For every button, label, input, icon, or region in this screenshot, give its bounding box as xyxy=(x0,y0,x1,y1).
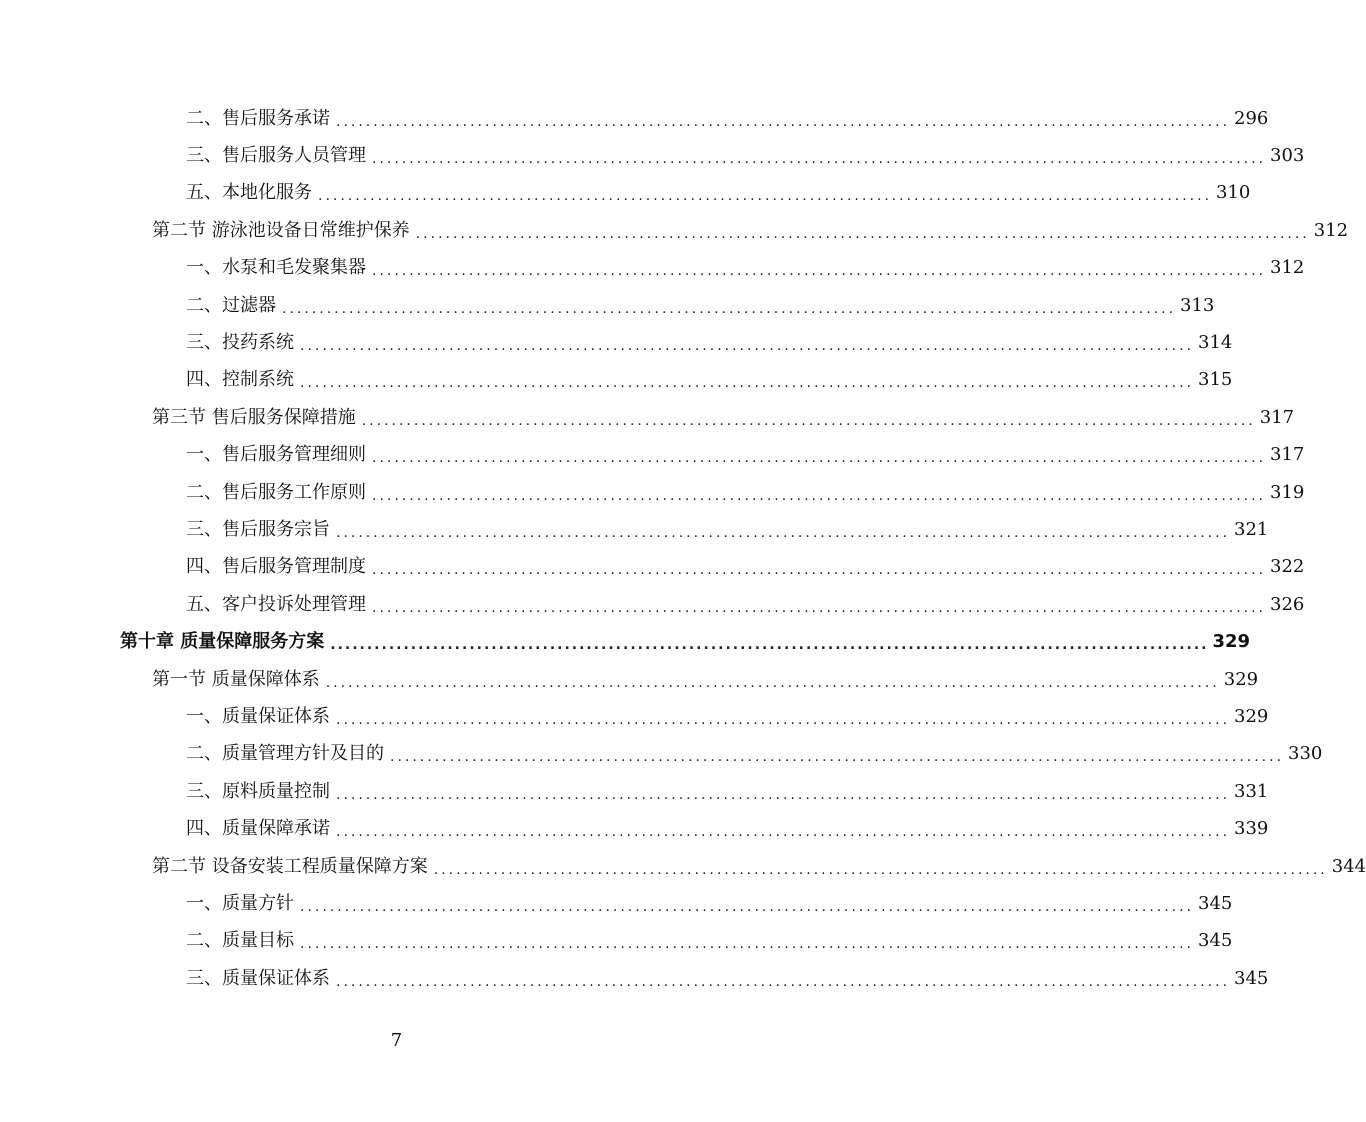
toc-leader-dots: ........................................................................................................................ xyxy=(372,450,1267,467)
toc-leader-dots: ........................................................................................................................ xyxy=(318,188,1213,205)
toc-entry-page: 313 xyxy=(1180,294,1215,316)
toc-entry-page: 345 xyxy=(1198,930,1233,952)
toc-leader-dots: ........................................................................................................................ xyxy=(336,711,1231,728)
toc-entry-section[interactable] xyxy=(152,848,1366,885)
toc-entry-item[interactable] xyxy=(186,549,1305,586)
toc-entry-title: 第一节 质量保障体系 xyxy=(152,668,320,690)
toc-entry-page: 312 xyxy=(1313,219,1349,241)
toc-entry-item[interactable] xyxy=(186,137,1305,174)
toc-entry-title: 二、售后服务承诺 xyxy=(186,107,330,129)
toc-entry-item[interactable] xyxy=(186,474,1305,511)
toc-leader-dots: ........................................................................................................................ xyxy=(372,263,1267,280)
toc-leader-dots: ........................................................................................................................ xyxy=(372,150,1267,167)
toc-leader-dots: ........................................................................................................................ xyxy=(433,861,1328,878)
toc-leader-dots: ........................................................................................................................ xyxy=(336,113,1231,130)
toc-leader-dots: ........................................................................................................................ xyxy=(300,936,1195,953)
toc-leader-dots: ........................................................................................................................ xyxy=(282,300,1177,317)
toc-entry-title: 四、控制系统 xyxy=(186,369,294,391)
toc-entry-page: 330 xyxy=(1288,743,1323,765)
page-number: 7 xyxy=(390,1030,403,1051)
toc-entry-page: 310 xyxy=(1216,182,1251,204)
toc-entry-title: 三、售后服务宗旨 xyxy=(186,518,330,540)
toc-entry-item[interactable] xyxy=(186,773,1269,810)
toc-entry-page: 321 xyxy=(1234,518,1269,540)
toc-entry-item[interactable] xyxy=(186,324,1233,361)
toc-entry-item[interactable] xyxy=(186,811,1269,848)
toc-entry-page: 322 xyxy=(1270,556,1305,578)
toc-leader-dots: ........................................................................................................................ xyxy=(336,524,1231,541)
toc-entry-title: 二、质量目标 xyxy=(186,930,294,952)
toc-leader-dots: ........................................................................................................................ xyxy=(300,898,1195,915)
toc-entry-item[interactable] xyxy=(186,362,1233,399)
toc-entry-item[interactable] xyxy=(186,100,1269,137)
toc-entry-item[interactable] xyxy=(186,437,1305,474)
toc-entry-title: 第十章 质量保障服务方案 xyxy=(120,631,325,653)
toc-leader-dots: ........................................................................................................................ xyxy=(415,225,1310,242)
toc-leader-dots: ........................................................................................................................ xyxy=(330,637,1209,654)
toc-entry-title: 第三节 售后服务保障措施 xyxy=(152,406,356,428)
toc-entry-title: 五、本地化服务 xyxy=(186,182,312,204)
toc-entry-page: 312 xyxy=(1270,257,1305,279)
toc-leader-dots: ........................................................................................................................ xyxy=(336,973,1231,990)
toc-entry-title: 二、过滤器 xyxy=(186,294,276,316)
toc-entry-title: 第二节 设备安装工程质量保障方案 xyxy=(152,855,428,877)
toc-entry-page: 314 xyxy=(1198,331,1233,353)
toc-leader-dots: ........................................................................................................................ xyxy=(390,749,1285,766)
toc-entry-page: 319 xyxy=(1270,481,1305,503)
toc-leader-dots: ........................................................................................................................ xyxy=(300,337,1195,354)
toc-entry-page: 317 xyxy=(1259,406,1295,428)
toc-entry-item[interactable] xyxy=(186,250,1305,287)
toc-leader-dots: ........................................................................................................................ xyxy=(372,562,1267,579)
toc-entry-item[interactable] xyxy=(186,511,1269,548)
toc-leader-dots: ........................................................................................................................ xyxy=(336,786,1231,803)
toc-entry-page: 345 xyxy=(1234,967,1269,989)
toc-entry-page: 303 xyxy=(1270,144,1305,166)
toc-entry-title: 一、质量保证体系 xyxy=(186,705,330,727)
toc-entry-title: 四、质量保障承诺 xyxy=(186,818,330,840)
toc-entry-title: 三、质量保证体系 xyxy=(186,967,330,989)
toc-entry-item[interactable] xyxy=(186,698,1269,735)
toc-entry-title: 二、售后服务工作原则 xyxy=(186,481,366,503)
toc-entry-title: 一、售后服务管理细则 xyxy=(186,444,366,466)
toc-entry-title: 三、投药系统 xyxy=(186,331,294,353)
toc-entry-page: 339 xyxy=(1234,818,1269,840)
toc-entry-item[interactable] xyxy=(186,175,1251,212)
toc-entry-page: 329 xyxy=(1234,705,1269,727)
toc-leader-dots: ........................................................................................................................ xyxy=(325,674,1220,691)
toc-entry-title: 一、水泵和毛发聚集器 xyxy=(186,257,366,279)
toc-entry-section[interactable] xyxy=(152,661,1259,698)
toc-entry-title: 第二节 游泳池设备日常维护保养 xyxy=(152,219,410,241)
toc-leader-dots: ........................................................................................................................ xyxy=(372,599,1267,616)
toc-entry-title: 三、售后服务人员管理 xyxy=(186,144,366,166)
toc-entry-page: 317 xyxy=(1270,444,1305,466)
toc-entry-page: 315 xyxy=(1198,369,1233,391)
toc-entry-item[interactable] xyxy=(186,923,1233,960)
toc-entry-page: 329 xyxy=(1223,668,1259,690)
toc-entry-page: 344 xyxy=(1331,855,1366,877)
toc-entry-chapter[interactable] xyxy=(120,624,1251,661)
toc-entry-section[interactable] xyxy=(152,212,1349,249)
toc-entry-title: 三、原料质量控制 xyxy=(186,780,330,802)
toc-entry-page: 345 xyxy=(1198,892,1233,914)
toc-entry-section[interactable] xyxy=(152,399,1295,436)
toc-leader-dots: ........................................................................................................................ xyxy=(361,412,1256,429)
toc-entry-page: 329 xyxy=(1212,631,1251,653)
toc-entry-item[interactable] xyxy=(186,586,1305,623)
toc-leader-dots: ........................................................................................................................ xyxy=(336,824,1231,841)
toc-entry-title: 五、客户投诉处理管理 xyxy=(186,593,366,615)
toc-entry-page: 331 xyxy=(1234,780,1269,802)
toc-entry-page: 296 xyxy=(1234,107,1269,129)
toc-entry-title: 二、质量管理方针及目的 xyxy=(186,743,384,765)
toc-entry-item[interactable] xyxy=(186,736,1323,773)
toc-entry-item[interactable] xyxy=(186,960,1269,997)
toc-leader-dots: ........................................................................................................................ xyxy=(300,375,1195,392)
toc-entry-page: 326 xyxy=(1270,593,1305,615)
toc-leader-dots: ........................................................................................................................ xyxy=(372,487,1267,504)
toc-entry-item[interactable] xyxy=(186,885,1233,922)
toc-entry-title: 一、质量方针 xyxy=(186,892,294,914)
toc-entry-title: 四、售后服务管理制度 xyxy=(186,556,366,578)
toc-entry-item[interactable] xyxy=(186,287,1215,324)
